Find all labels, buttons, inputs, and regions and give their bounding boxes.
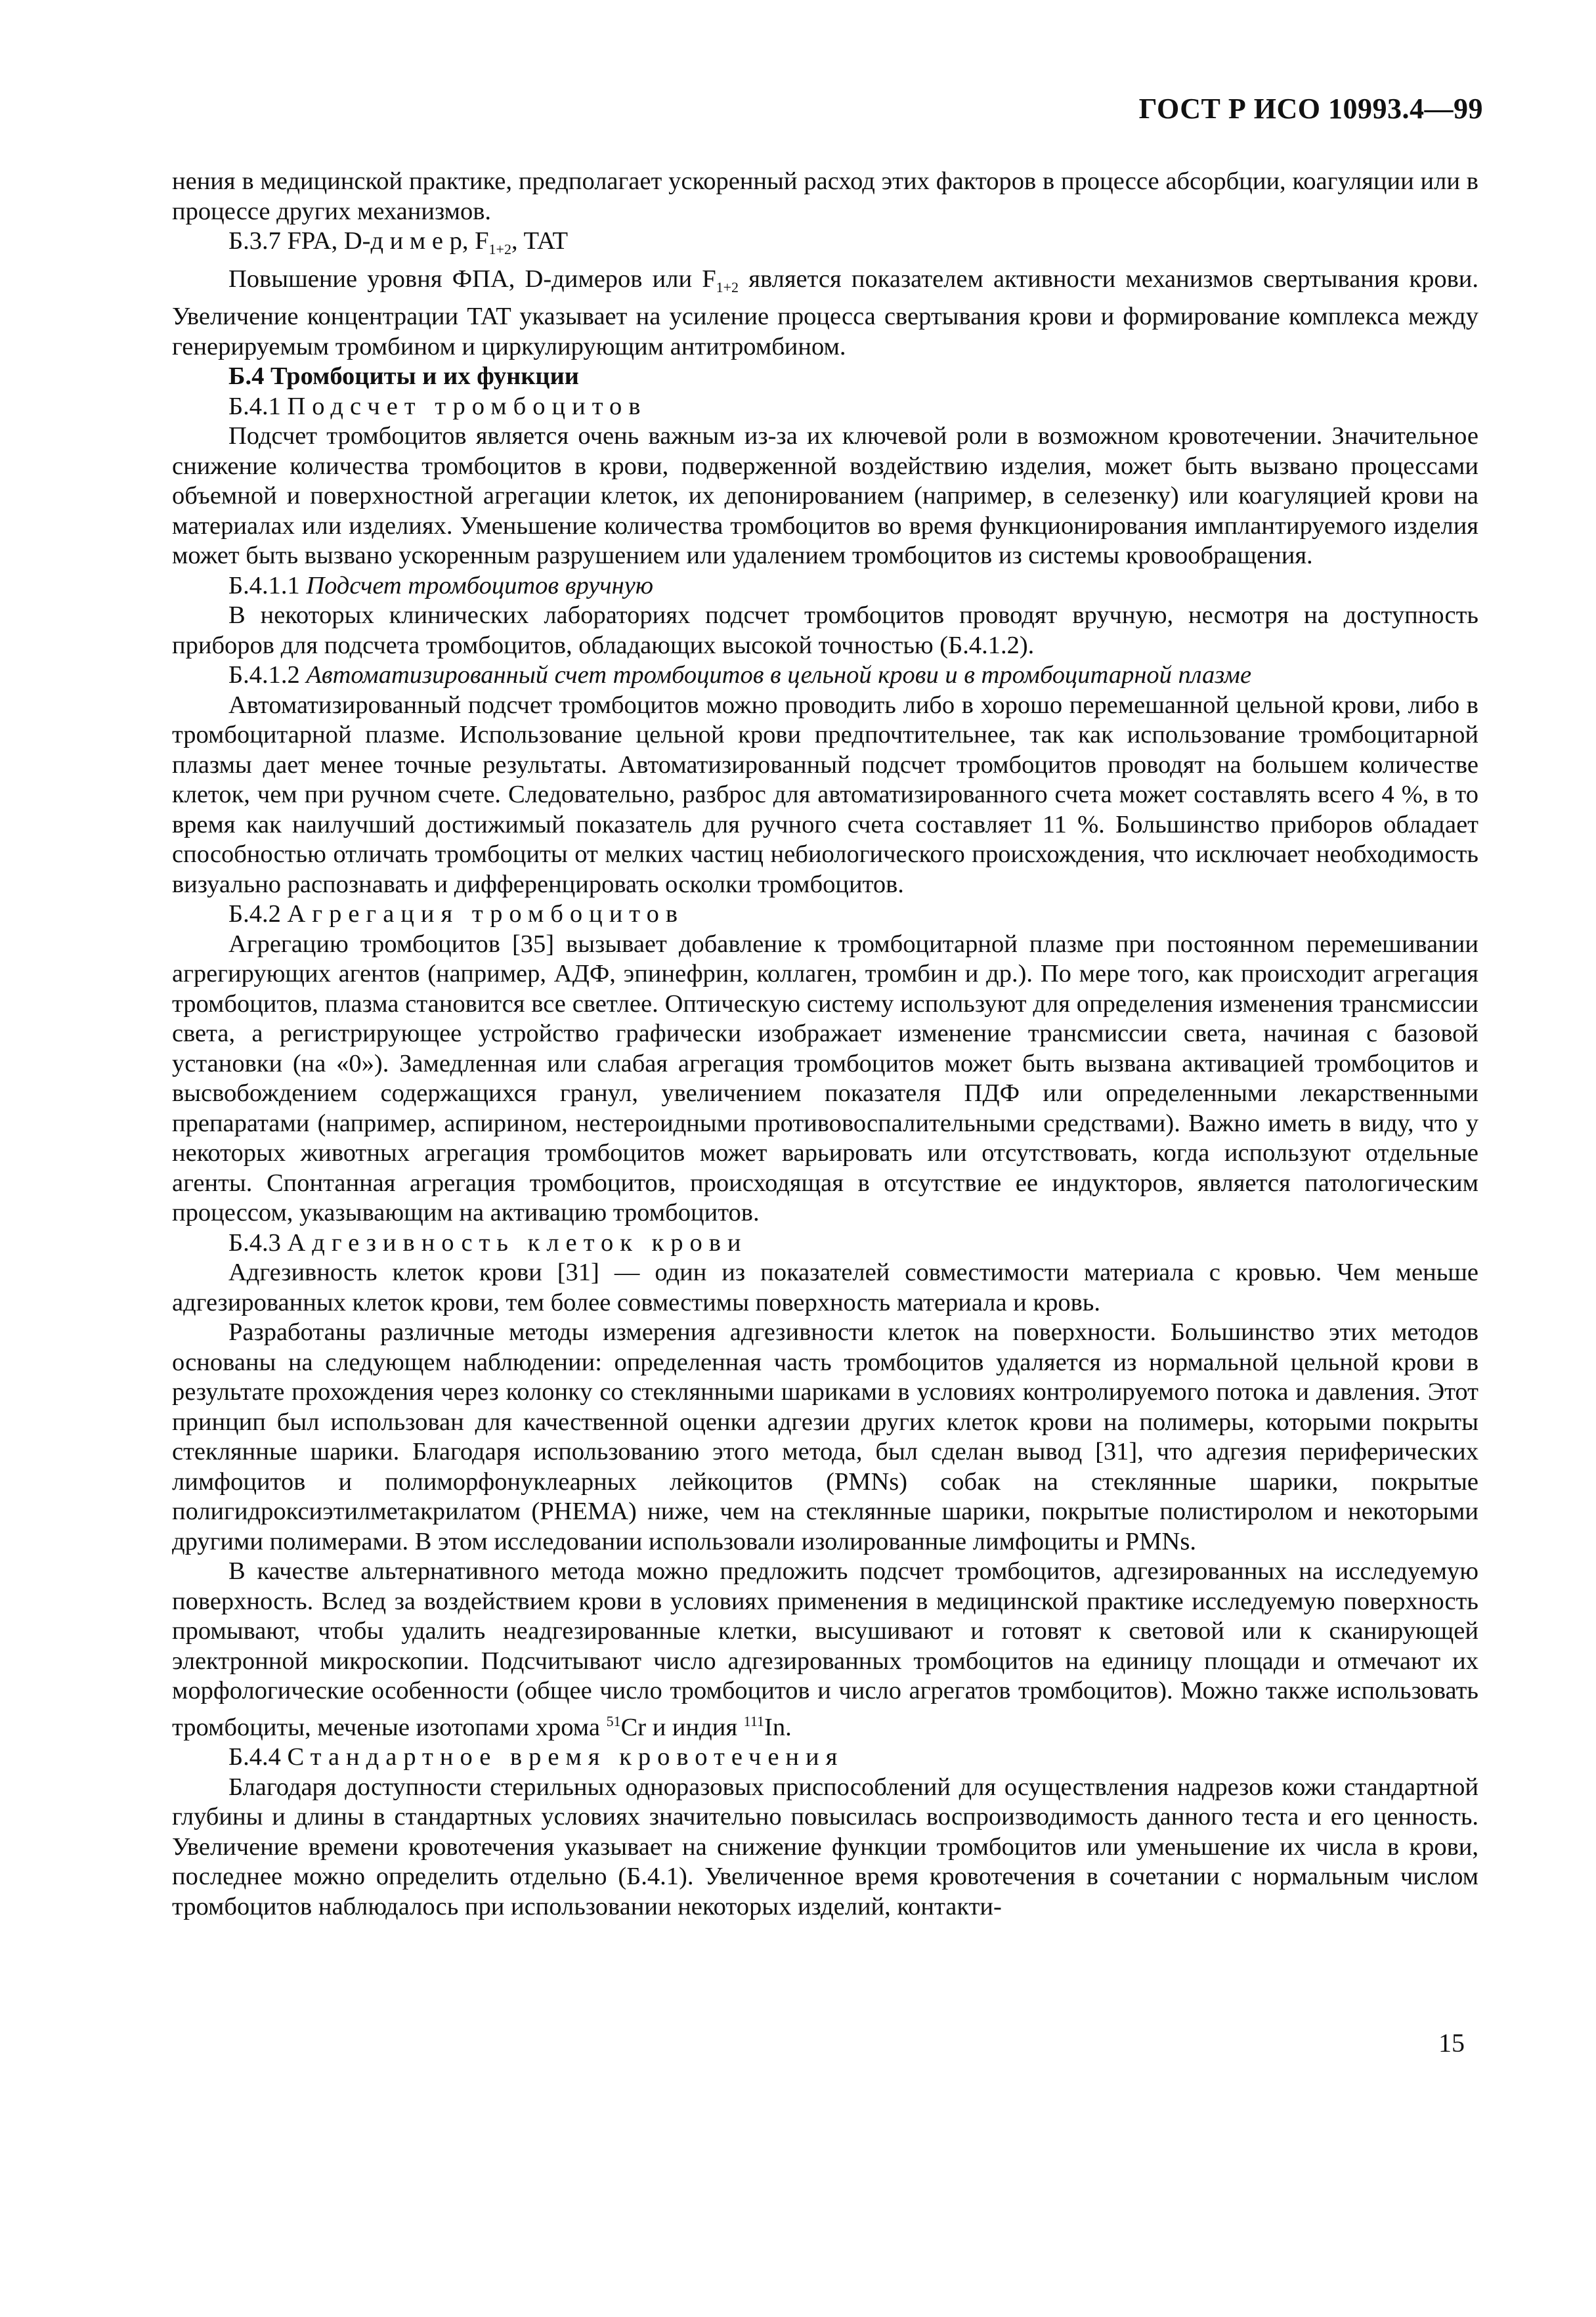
paragraph: Благодаря доступности стерильных одноразовых приспособлений для осуществления надрезов кожи стандартной глубины и длины в стандартных условиях значительно повысилась воспроизводимость данного теста и его ценность. Увеличение времени кровотечения указывает на снижение функции тромбоцитов или уменьшение их числа в крови, последнее можно определить отдельно (Б.4.1). Увеличенное время кровотечения в сочетании с нормальным числом тромбоцитов наблюдалось при использовании некоторых изделий, контакти- xyxy=(172,1773,1478,1920)
section-title: Стандартное время кровотечения xyxy=(287,1743,844,1771)
superscript: 51 xyxy=(606,1712,621,1729)
page-number: 15 xyxy=(1438,2028,1465,2058)
paragraph xyxy=(172,265,1478,362)
heading-d-dimer: D-д и м е р, xyxy=(343,227,469,255)
text-run: Cr и индия xyxy=(620,1713,744,1741)
section-title: Подсчет тромбоцитов xyxy=(287,392,647,420)
document-body xyxy=(172,167,1478,1922)
paragraph-continuation: нения в медицинской практике, предполагает ускоренный расход этих факторов в процессе абсорбции, коагуляции или в процессе других механизмов. xyxy=(172,167,1478,225)
section-number: Б.4.1.1 xyxy=(228,571,300,599)
section-number: Б.4.1 xyxy=(228,392,281,420)
text-run: Повышение уровня ФПА, D-димеров или F xyxy=(228,265,716,293)
section-title: Агрегация тромбоцитов xyxy=(287,900,685,928)
section-number: Б.4.1.2 xyxy=(228,661,300,689)
superscript: 111 xyxy=(743,1712,765,1729)
section-heading-b37 xyxy=(172,227,1478,265)
heading-tat: , TAT xyxy=(511,227,568,255)
section-heading-b43 xyxy=(172,1228,1478,1259)
section-heading-b4: Б.4 Тромбоциты и их функции xyxy=(228,362,579,390)
section-number: Б.3.7 xyxy=(228,227,281,255)
paragraph: Адгезивность клеток крови [31] — один из показателей совместимости материала с кровью. Чем меньше адгезированных клеток крови, тем более совместимы поверхность материала и кровь. xyxy=(172,1259,1478,1316)
subscript: 1+2 xyxy=(716,278,739,295)
section-heading-b44 xyxy=(172,1743,1478,1773)
paragraph: Разработаны различные методы измерения адгезивности клеток на поверхности. Большинство этих методов основаны на следующем наблюдении: определенная часть тромбоцитов удаляется из нормальной цельной крови в результате прохождения через колонку со стеклянными шариками в условиях контролируемого потока и давления. Этот принцип был использован для качественной оценки адгезии других клеток крови на полимеры, которыми покрыты стеклянные шарики. Благодаря использованию этого метода, был сделан вывод [31], что адгезия периферических лимфоцитов и полиморфонуклеарных лейкоцитов (PMNs) собак на стеклянные шарики, покрытые полигидроксиэтилметакрилатом (PHEMA) ниже, чем на стеклянные шарики, покрытые полистиролом и некоторыми другими полимерами. В этом исследовании использовали изолированные лимфоциты и PMNs. xyxy=(172,1318,1478,1555)
section-heading-b411 xyxy=(172,571,1478,601)
text-run: В качестве альтернативного метода можно предложить подсчет тромбоцитов, адгезированных на исследуемую поверхность. Вслед за воздействием крови в условиях применения в медицинской практике исследуемую поверхность промывают, чтобы удалить неадгезированные клетки, высушивают и готовят к световой или к сканирующей электронной микроскопии. Подсчитывают число адгезированных тромбоцитов на единицу площади и отмечают их морфологические особенности (общее число тромбоцитов и число агрегатов тромбоцитов). Можно также использовать тромбоциты, меченые изотопами хрома xyxy=(172,1557,1478,1741)
heading-fpa: FPA, xyxy=(287,227,338,255)
paragraph: Подсчет тромбоцитов является очень важным из-за их ключевой роли в возможном кровотечении. Значительное снижение количества тромбоцитов в крови, подверженной воздействию изделия, может быть вызвано процессами объемной и поверхностной агрегации клеток, их депонированием (например, в селезенку) или коагуляцией крови на материалах или изделиях. Уменьшение количества тромбоцитов во время функционирования имплантируемого изделия может быть вызвано ускоренным разрушением или удалением тромбоцитов из системы кровообращения. xyxy=(172,422,1478,569)
heading-f: F xyxy=(475,227,489,255)
subscript: 1+2 xyxy=(488,241,511,257)
section-number: Б.4.4 xyxy=(228,1743,281,1771)
section-number: Б.4.2 xyxy=(228,900,281,928)
section-heading-b41 xyxy=(172,392,1478,422)
section-heading-b42 xyxy=(172,899,1478,930)
paragraph: Автоматизированный подсчет тромбоцитов можно проводить либо в хорошо перемешанной цельной крови, либо в тромбоцитарной плазме. Использование цельной крови предпочтительнее, так как использование тромбоцитарной плазмы дает менее точные результаты. Автоматизированный подсчет тромбоцитов проводят на большем количестве клеток, чем при ручном счете. Следовательно, разброс для автоматизированного счета может составлять всего 4 %, в то время как наилучший достижимый показатель для ручного счета составляет 11 %. Большинство приборов обладает способностью отличать тромбоциты от мелких частиц небиологического происхождения, что исключает необходимость визуально распознавать и дифференцировать осколки тромбоцитов. xyxy=(172,691,1478,898)
text-run: In. xyxy=(764,1713,792,1741)
document-code-header: ГОСТ Р ИСО 10993.4—99 xyxy=(1138,93,1483,125)
section-title: Подсчет тромбоцитов вручную xyxy=(306,571,653,599)
section-title: Адгезивность клеток крови xyxy=(287,1228,748,1257)
text-run: является показателем активности механизмов свертывания крови. Увеличение концентрации TAT указывает на усиление процесса свертывания крови и формирование комплекса между генерируемым тромбином и циркулирующим антитромбином. xyxy=(172,265,1478,360)
paragraph: Агрегацию тромбоцитов [35] вызывает добавление к тромбоцитарной плазме при постоянном перемешивании агрегирующих агентов (например, АДФ, эпинефрин, коллаген, тромбин и др.). По мере того, как происходит агрегация тромбоцитов, плазма становится все светлее. Оптическую систему используют для определения изменения трансмиссии света, а регистрирующее устройство графически изображает изменение трансмиссии света, начиная с базовой установки (на «0»). Замедленная или слабая агрегация тромбоцитов может быть вызвана активацией тромбоцитов и высвобождением содержащихся гранул, увеличением показателя ПДФ или определенными лекарственными препаратами (например, аспирином, нестероидными противовоспалительными средствами). Важно иметь в виду, что у некоторых животных агрегация тромбоцитов может варьировать или отсутствовать, когда используют отдельные агенты. Спонтанная агрегация тромбоцитов, происходящая в отсутствие ее индукторов, является патологическим процессом, указывающим на активацию тромбоцитов. xyxy=(172,930,1478,1226)
paragraph xyxy=(172,1557,1478,1743)
section-title: Автоматизированный счет тромбоцитов в цельной крови и в тромбоцитарной плазме xyxy=(306,661,1252,689)
section-number: Б.4.3 xyxy=(228,1228,281,1257)
paragraph: В некоторых клинических лабораториях подсчет тромбоцитов проводят вручную, несмотря на доступность приборов для подсчета тромбоцитов, обладающих высокой точностью (Б.4.1.2). xyxy=(172,601,1478,659)
section-heading-b412 xyxy=(172,660,1478,691)
